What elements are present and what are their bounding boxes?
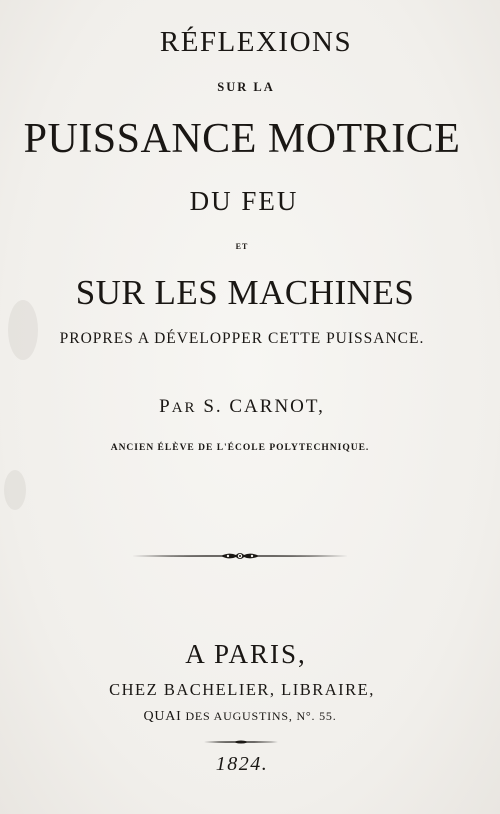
paper-stain <box>4 470 26 510</box>
address-rest: DES AUGUSTINS, N°. 55. <box>181 709 337 723</box>
subtitle-sur-la: SUR LA <box>217 80 275 94</box>
ornamental-rule <box>130 546 350 566</box>
publisher: CHEZ BACHELIER, LIBRAIRE, <box>109 680 375 699</box>
author-description: ANCIEN ÉLÈVE DE L'ÉCOLE POLYTECHNIQUE. <box>110 443 370 453</box>
author-line <box>0 397 492 416</box>
conjunction-et: ET <box>235 242 249 251</box>
address-quai: QUAI <box>143 709 182 724</box>
small-rule <box>203 738 279 746</box>
subtitle-propres: PROPRES A DÉVELOPPER CETTE PUISSANCE. <box>59 330 425 347</box>
main-title: PUISSANCE MOTRICE <box>23 116 461 162</box>
subtitle-machines: SUR LES MACHINES <box>75 273 415 312</box>
author-name: S. CARNOT, <box>196 396 325 417</box>
author-prefix-rest: AR <box>171 400 197 416</box>
city: A PARIS, <box>185 639 307 669</box>
title-reflexions: RÉFLEXIONS <box>159 26 353 58</box>
address <box>0 710 490 724</box>
subtitle-du-feu: DU FEU <box>189 186 299 216</box>
publication-year: 1824. <box>215 753 269 775</box>
author-prefix-initial: P <box>159 396 172 417</box>
